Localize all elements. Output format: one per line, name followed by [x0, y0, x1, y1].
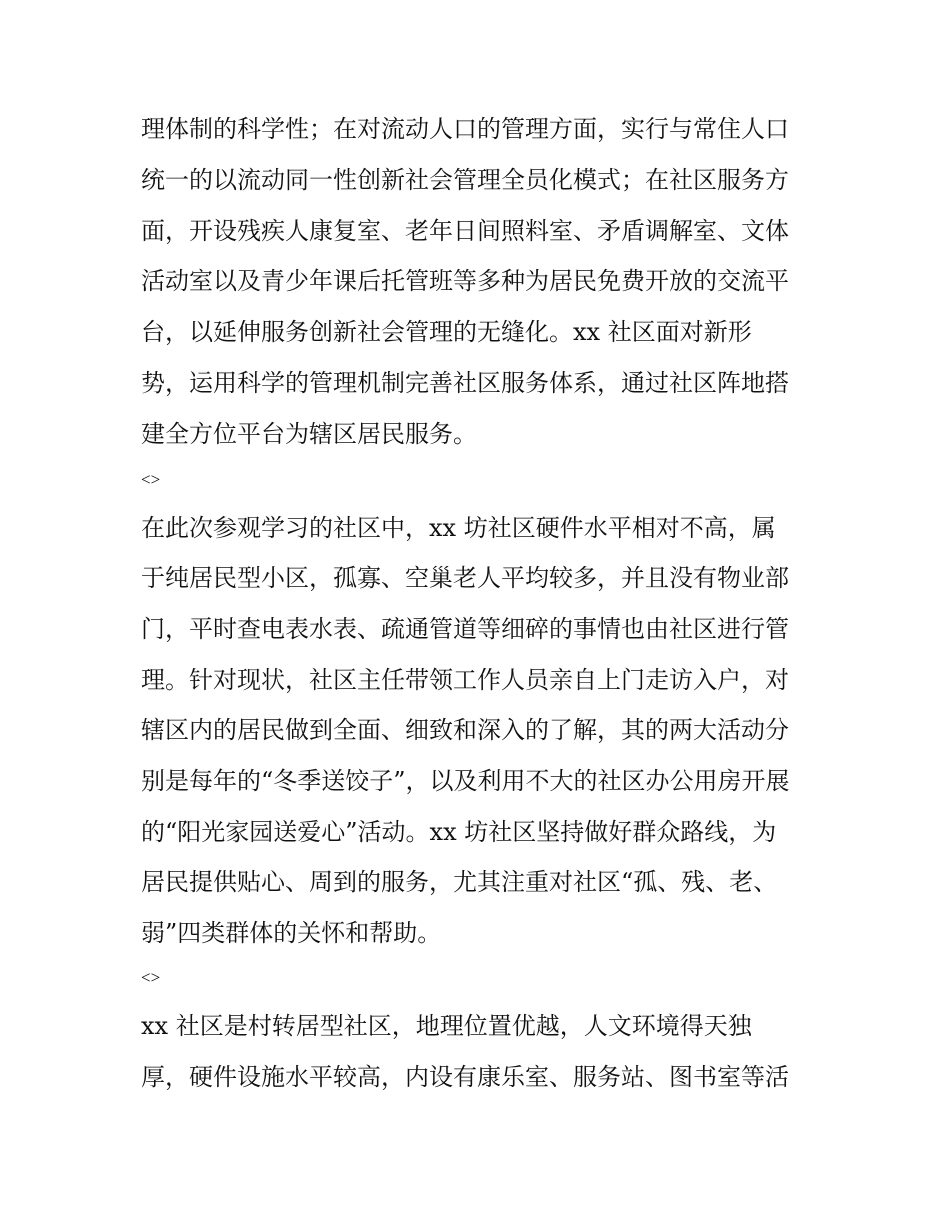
paragraph-line: 面，开设残疾人康复室、老年日间照料室、矛盾调解室、文体: [141, 217, 789, 245]
paragraph-line: 统一的以流动同一性创新社会管理全员化模式；在社区服务方: [141, 166, 789, 194]
paragraph-line: 在此次参观学习的社区中，xx 坊社区硬件水平相对不高，属: [141, 514, 776, 542]
paragraph-line: 弱”四类群体的关怀和帮助。: [141, 919, 442, 947]
paragraph-line: 理。针对现状，社区主任带领工作人员亲自上门走访入户，对: [141, 666, 789, 694]
paragraph-line: 势，运用科学的管理机制完善社区服务体系，通过社区阵地搭: [141, 369, 789, 397]
paragraph-line: 活动室以及青少年课后托管班等多种为居民免费开放的交流平: [141, 267, 789, 295]
paragraph-line: 的“阳光家园送爱心”活动。xx 坊社区坚持做好群众路线，为: [141, 818, 777, 846]
paragraph-line: 辖区内的居民做到全面、细致和深入的了解，其的两大活动分: [141, 716, 789, 744]
section-separator: <>: [141, 968, 161, 987]
paragraph-line: 厚，硬件设施水平较高，内设有康乐室、服务站、图书室等活: [141, 1063, 789, 1091]
paragraph-line: 别是每年的“冬季送饺子”，以及利用不大的社区办公用房开展: [141, 767, 790, 795]
paragraph-line: 台，以延伸服务创新社会管理的无缝化。xx 社区面对新形: [141, 318, 752, 346]
paragraph-line: 理体制的科学性；在对流动人口的管理方面，实行与常住人口: [141, 115, 789, 143]
paragraph-line: 建全方位平台为辖区居民服务。: [141, 420, 477, 448]
paragraph-line: 门，平时查电表水表、疏通管道等细碎的事情也由社区进行管: [141, 615, 789, 643]
paragraph-line: 居民提供贴心、周到的服务，尤其注重对社区“孤、残、老、: [141, 868, 778, 896]
section-separator: <>: [141, 470, 161, 489]
paragraph-line: 于纯居民型小区，孤寡、空巢老人平均较多，并且没有物业部: [141, 564, 789, 592]
paragraph-line: xx 社区是村转居型社区，地理位置优越，人文环境得天独: [141, 1012, 752, 1040]
